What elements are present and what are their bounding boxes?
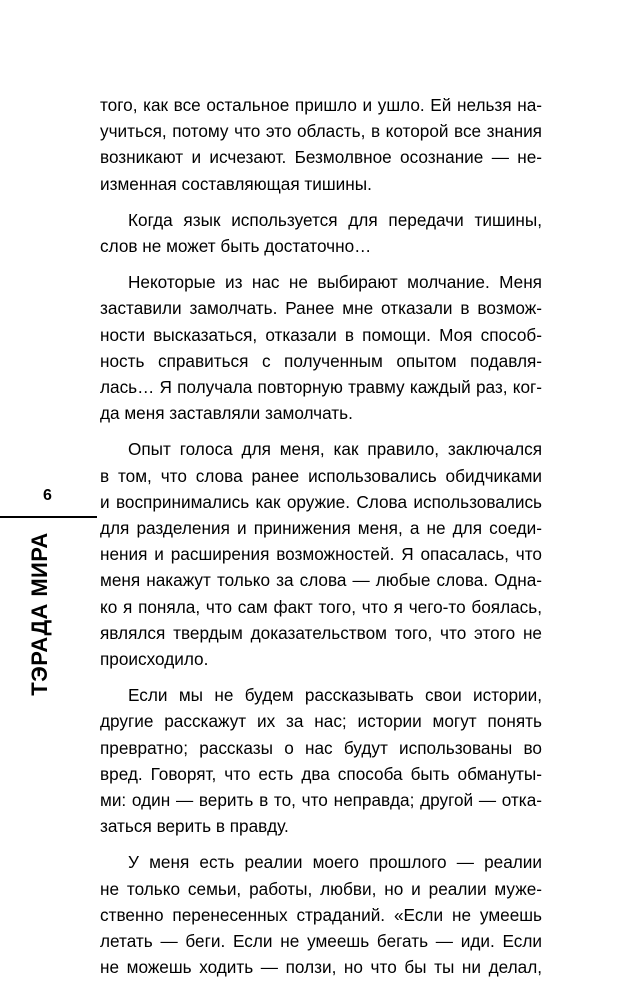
text-line: Некоторые из нас не выбирают молчание. Меня (128, 272, 542, 293)
text-line: возникают и исчезают. Безмолвное осознание — не- (100, 147, 542, 168)
text-line: летать — беги. Если не умеешь бегать — иди. Если (100, 931, 542, 952)
text-line: для разделения и принижения меня, а не для соеди- (100, 518, 542, 539)
page-number-divider (0, 516, 97, 518)
running-head (15, 532, 65, 696)
text-line: являлся твердым доказательством того, что этого не (100, 622, 542, 643)
text-line: вред. Говорят, что есть два способа быть обмануты- (100, 763, 542, 784)
body-text (100, 92, 542, 981)
text-line: У меня есть реалии моего прошлого — реалии (128, 852, 542, 873)
paragraph (100, 92, 542, 197)
paragraph-gap (100, 839, 542, 849)
text-line: Если мы не будем рассказывать свои истории, (128, 685, 542, 706)
text-line: в том, что слова ранее использовались обидчиками (100, 465, 542, 486)
paragraph (100, 436, 542, 672)
text-line: учиться, потому что это область, в которой все знания (100, 121, 542, 142)
text-line: лась… Я получала повторную травму каждый раз, ког- (100, 377, 542, 398)
paragraph-gap (100, 672, 542, 682)
text-line: и воспринимались как оружие. Слова использовались (100, 491, 542, 512)
text-line: да меня заставляли замолчать. (100, 403, 353, 424)
text-line: Опыт голоса для меня, как правило, заключался (128, 439, 542, 460)
paragraph (100, 682, 542, 839)
text-line: происходило. (100, 649, 209, 670)
paragraph (100, 269, 542, 426)
text-line: ность справиться с полученным опытом подавля- (100, 350, 542, 371)
paragraph-gap (100, 426, 542, 436)
text-line: ми: один — верить в то, что неправда; другой — отка- (100, 790, 542, 811)
text-line: изменная составляющая тишины. (100, 173, 372, 194)
text-line: заться верить в правду. (100, 816, 289, 837)
text-line: ности высказаться, отказали в помощи. Моя способ- (100, 324, 542, 345)
running-head-text: ТЭРАДА МИРА (27, 532, 52, 696)
text-line: не только семьи, работы, любви, но и реалии муже- (100, 878, 542, 899)
text-line: слов не может быть достаточно… (100, 236, 372, 257)
text-line: заставили замолчать. Ранее мне отказали в возмож- (100, 298, 542, 319)
text-line: меня накажут только за слова — любые слова. Однa- (100, 570, 542, 591)
text-line: не можешь ходить — ползи, но что бы ты ни делал, (100, 957, 542, 978)
paragraph (100, 849, 542, 980)
text-line: Когда язык используется для передачи тишины, (128, 209, 542, 230)
text-line: нения и расширения возможностей. Я опасалась, что (100, 544, 542, 565)
paragraph-gap (100, 259, 542, 269)
paragraph-gap (100, 197, 542, 207)
text-line: того, как все остальное пришло и ушло. Ей нельзя на- (100, 95, 542, 115)
text-line: ственно перенесенных страданий. «Если не умеешь (100, 904, 542, 925)
text-line: другие расскажут их за нас; истории могут понять (100, 711, 542, 732)
text-line: ко я поняла, что сам факт того, что я чего-то боялась, (100, 596, 542, 617)
page-number: 6 (43, 487, 52, 504)
paragraph (100, 207, 542, 259)
text-line: превратно; рассказы о нас будут использованы во (100, 737, 542, 758)
